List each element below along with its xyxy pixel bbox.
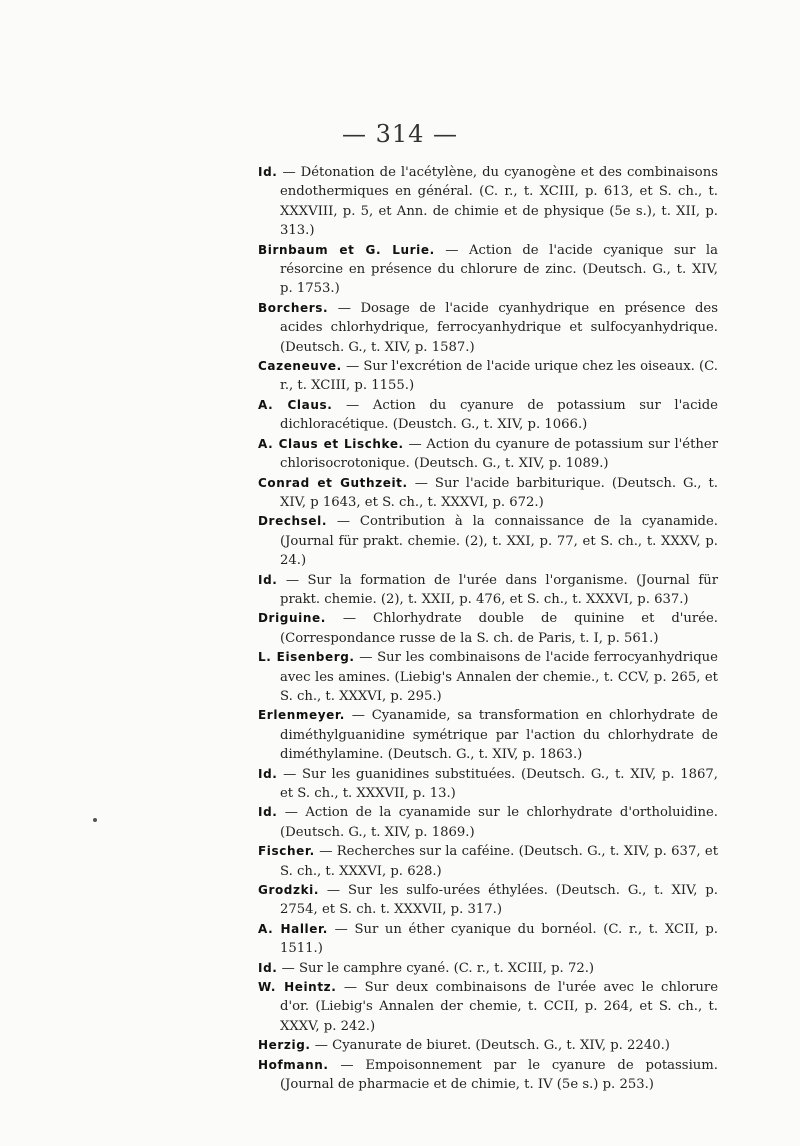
entry-text: — Recherches sur la caféine. (Deutsch. G., t. XIV, p. 637, et S. ch., t. XXXVI, p. 628.) (280, 844, 718, 879)
entry-author: Drechsel. (258, 514, 328, 529)
entry-author: Driguine. (258, 611, 326, 626)
bibliography-entry (258, 1056, 718, 1095)
entry-author: Hofmann. (258, 1057, 329, 1072)
entry-text: — Sur les sulfo-urées éthylées. (Deutsch. G., t. XIV, p. 2754, et S. ch. t. XXXVII, p. 317.) (280, 883, 718, 918)
entry-author: Id. (258, 805, 278, 820)
entry-text: — Sur les guanidines substituées. (Deutsch. G., t. XIV, p. 1867, et S. ch., t. XXXVII, p. 13.) (277, 766, 718, 801)
entry-author: Cazeneuve. (258, 359, 342, 374)
entry-text: — Cyanamide, sa transformation en chlorhydrate de diméthylguanidine symétrique par l'action du chlorhydrate de diméthylamine. (Deutsch. G., t. XIV, p. 1863.) (280, 708, 718, 763)
entry-author: A. Claus. (258, 397, 333, 412)
bibliography-entry (258, 765, 718, 804)
entry-author: Id. (258, 766, 278, 781)
entry-text: — Sur un éther cyanique du bornéol. (C. r., t. XCII, p. 1511.) (280, 921, 718, 957)
entry-text: — Sur deux combinaisons de l'urée avec le chlorure d'or. (Liebig's Annalen der chemie, t. CCII, p. 264, et S. ch., t. XXXV, p. 242.) (280, 980, 718, 1034)
bibliography-entry (258, 920, 718, 959)
bibliography-entry (258, 435, 718, 474)
bibliography-entry (258, 571, 718, 610)
bibliography-entry (258, 241, 718, 299)
bibliography-entry (258, 881, 718, 920)
bibliography-list (258, 163, 718, 1095)
entry-text: — Cyanurate de biuret. (Deutsch. G., t. XIV, p. 2240.) (310, 1038, 670, 1054)
entry-text: — Sur le camphre cyané. (C. r., t. XCIII, p. 72.) (277, 960, 595, 976)
entry-author: Conrad et Guthzeit. (258, 475, 408, 490)
entry-text: — Sur les combinaisons de l'acide ferrocyanhydrique avec les amines. (Liebig's Annalen der chemie., t. CCV, p. 265, et S. ch., t. XXXVI, p. 295.) (280, 650, 718, 704)
bibliography-entry (258, 1036, 718, 1055)
entry-author: Id. (258, 165, 278, 179)
bibliography-entry (258, 959, 718, 978)
entry-text: — Action du cyanure de potassium sur l'éther chlorisocrotonique. (Deutsch. G., t. XIV, p. 1089.) (280, 436, 719, 472)
bibliography-entry (258, 609, 718, 648)
entry-author: Borchers. (258, 300, 329, 315)
entry-author: A. Claus et Lischke. (258, 436, 404, 451)
bibliography-entry (258, 357, 718, 396)
entry-author: L. Eisenberg. (258, 650, 355, 665)
bibliography-entry (258, 803, 718, 842)
bibliography-entry (258, 396, 718, 435)
bibliography-entry (258, 978, 718, 1036)
entry-author: Id. (258, 960, 278, 975)
bibliography-entry (258, 648, 718, 706)
entry-text: — Dosage de l'acide cyanhydrique en présence des acides chlorhydrique, ferrocyanhydrique et sulfocyanhydrique. (Deutsch. G., t. XIV, p. 1587.) (280, 300, 718, 355)
bibliography-entry (258, 163, 718, 241)
bibliography-entry (258, 299, 718, 357)
entry-text: — Sur l'acide barbiturique. (Deutsch. G., t. XIV, p 1643, et S. ch., t. XXXVI, p. 672.) (280, 475, 718, 510)
entry-text: — Sur l'excrétion de l'acide urique chez les oiseaux. (C. r., t. XCIII, p. 1155.) (280, 359, 718, 394)
bibliography-entry (258, 512, 718, 570)
margin-speck (93, 818, 97, 822)
bibliography-entry (258, 842, 718, 881)
entry-author: A. Haller. (258, 921, 328, 936)
entry-text: — Action de l'acide cyanique sur la résorcine en présence du chlorure de zinc. (Deutsch. G., t. XIV, p. 1753.) (280, 242, 718, 297)
entry-author: W. Heintz. (258, 980, 337, 995)
entry-text: — Détonation de l'acétylène, du cyanogène et des combinaisons endothermiques en général. (C. r., t. XCIII, p. 613, et S. ch., t. XXXVIII, p. 5, et Ann. de chimie et de physique (5e s.), t. XII, p. 313.) (277, 165, 718, 239)
entry-text: — Empoisonnement par le cyanure de potassium. (Journal de pharmacie et de chimie, t. IV (5e s.) p. 253.) (280, 1057, 718, 1093)
entry-author: Birnbaum et G. Lurie. (258, 242, 435, 257)
entry-author: Fischer. (258, 844, 315, 859)
entry-author: Erlenmeyer. (258, 708, 345, 723)
bibliography-entry (258, 474, 718, 513)
page-number: — 314 — (341, 120, 459, 148)
entry-text: — Chlorhydrate double de quinine et d'urée. (Correspondance russe de la S. ch. de Paris, t. I, p. 561.) (280, 611, 718, 646)
entry-text: — Action du cyanure de potassium sur l'acide dichloracétique. (Deustch. G., t. XIV, p. 1066.) (280, 397, 718, 433)
entry-text: — Sur la formation de l'urée dans l'organisme. (Journal für prakt. chemie. (2), t. XXII, p. 476, et S. ch., t. XXXVI, p. 637.) (277, 572, 718, 607)
entry-text: — Action de la cyanamide sur le chlorhydrate d'ortholuidine. (Deutsch. G., t. XIV, p. 1869.) (277, 805, 718, 840)
entry-author: Herzig. (258, 1038, 311, 1053)
entry-text: — Contribution à la connaissance de la cyanamide. (Journal für prakt. chemie. (2), t. XXI, p. 77, et S. ch., t. XXXV, p. 24.) (280, 514, 718, 569)
entry-author: Id. (258, 572, 278, 587)
bibliography-entry (258, 706, 718, 764)
entry-author: Grodzki. (258, 883, 320, 898)
